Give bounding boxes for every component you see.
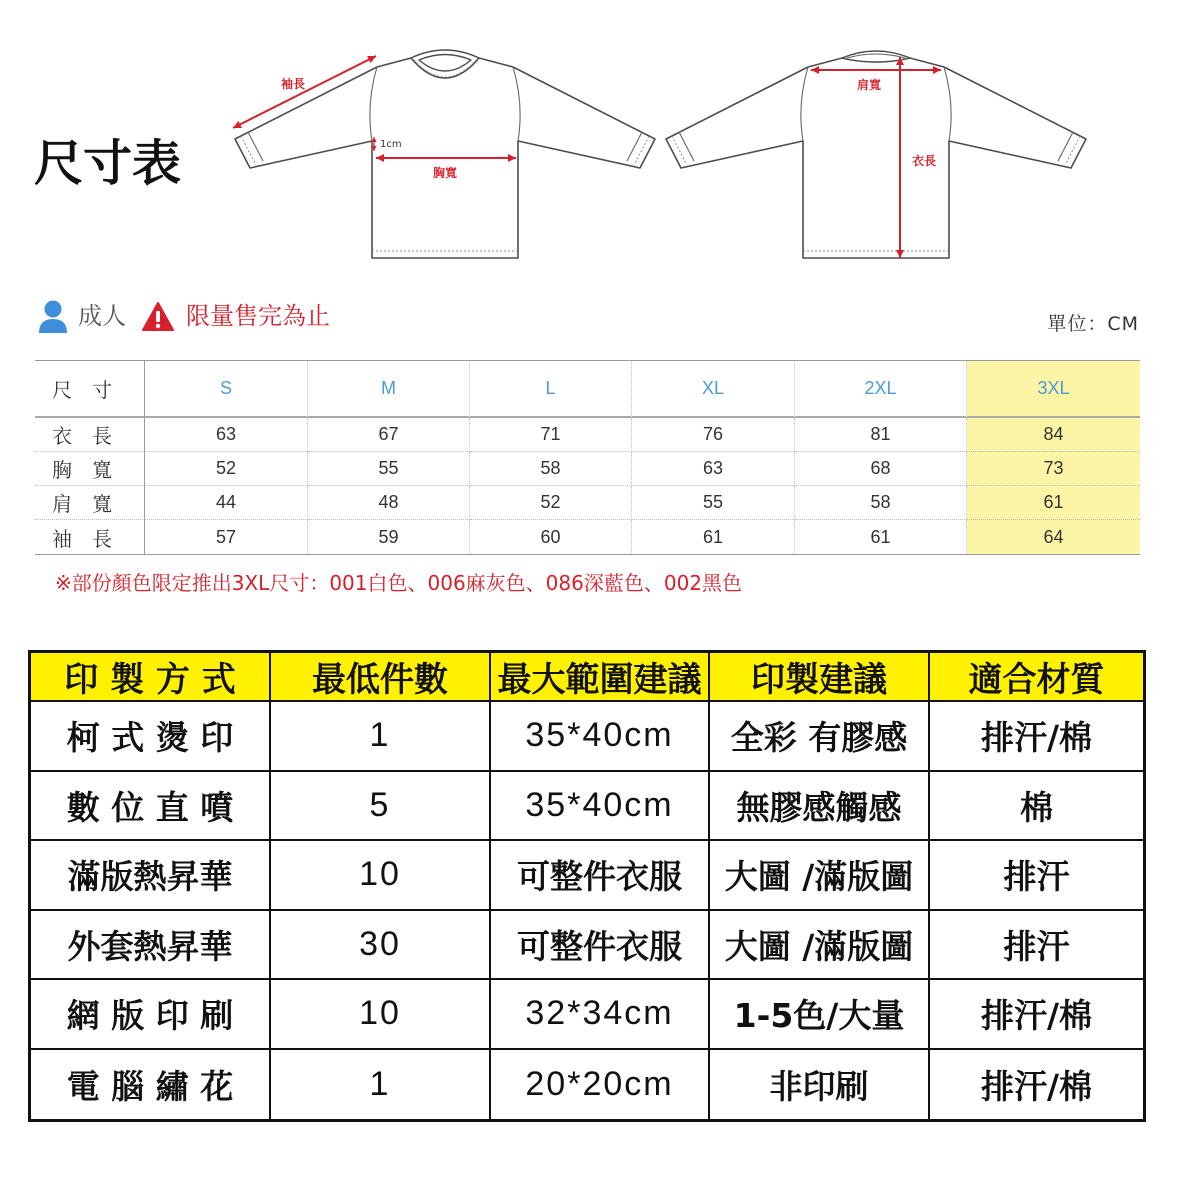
size-header-xl: XL bbox=[632, 361, 795, 418]
warning-icon bbox=[141, 301, 175, 332]
body-length-label: 衣長 bbox=[911, 154, 937, 168]
size-row-label-shoulder-width: 肩 寬 bbox=[35, 486, 145, 520]
print-cell-max-area: 35*40cm bbox=[491, 772, 710, 842]
shoulder-width-label: 肩寬 bbox=[856, 78, 882, 92]
size-cell: 61 bbox=[632, 520, 795, 554]
print-cell-method: 外套熱昇華 bbox=[31, 911, 271, 981]
print-cell-min-qty: 5 bbox=[271, 772, 491, 842]
print-cell-max-area: 可整件衣服 bbox=[491, 911, 710, 981]
size-header-3xl: 3XL bbox=[967, 361, 1140, 418]
limited-notice: 限量售完為止 bbox=[186, 302, 330, 330]
size-cell: 84 bbox=[967, 418, 1140, 452]
print-cell-material: 排汗/棉 bbox=[930, 702, 1143, 772]
size-cell: 61 bbox=[795, 520, 967, 554]
print-header-min-qty: 最低件數 bbox=[271, 653, 491, 702]
size-cell: 81 bbox=[795, 418, 967, 452]
size-cell: 52 bbox=[470, 486, 632, 520]
print-cell-method: 數 位 直 噴 bbox=[31, 772, 271, 842]
size-cell: 76 bbox=[632, 418, 795, 452]
size-cell: 52 bbox=[145, 452, 308, 486]
print-cell-min-qty: 10 bbox=[271, 841, 491, 911]
size-header-m: M bbox=[308, 361, 470, 418]
print-cell-material: 棉 bbox=[930, 772, 1143, 842]
size-cell: 58 bbox=[795, 486, 967, 520]
size-header-label: 尺 寸 bbox=[35, 361, 145, 418]
size-cell: 63 bbox=[145, 418, 308, 452]
print-cell-method: 電 腦 繡 花 bbox=[31, 1050, 271, 1120]
print-cell-suggestion: 大圖 /滿版圖 bbox=[710, 841, 930, 911]
print-cell-suggestion: 大圖 /滿版圖 bbox=[710, 911, 930, 981]
print-header-method: 印 製 方 式 bbox=[31, 653, 271, 702]
person-icon bbox=[38, 300, 68, 333]
print-header-max-area: 最大範圍建議 bbox=[491, 653, 710, 702]
size-cell: 58 bbox=[470, 452, 632, 486]
print-cell-max-area: 32*34cm bbox=[491, 980, 710, 1050]
print-cell-material: 排汗/棉 bbox=[930, 980, 1143, 1050]
print-cell-min-qty: 10 bbox=[271, 980, 491, 1050]
print-cell-suggestion: 全彩 有膠感 bbox=[710, 702, 930, 772]
print-cell-material: 排汗 bbox=[930, 911, 1143, 981]
size-header-2xl: 2XL bbox=[795, 361, 967, 418]
print-cell-min-qty: 1 bbox=[271, 1050, 491, 1120]
print-header-suggestion: 印製建議 bbox=[710, 653, 930, 702]
print-cell-method: 滿版熱昇華 bbox=[31, 841, 271, 911]
print-cell-min-qty: 30 bbox=[271, 911, 491, 981]
print-cell-material: 排汗/棉 bbox=[980, 1066, 1093, 1106]
print-cell-min-qty: 1 bbox=[271, 702, 491, 772]
size-cell: 63 bbox=[632, 452, 795, 486]
print-cell-max-area: 35*40cm bbox=[491, 702, 710, 772]
offset-label: 1cm bbox=[380, 139, 402, 150]
size-header-l: L bbox=[470, 361, 632, 418]
print-cell-suggestion: 無膠感觸感 bbox=[710, 772, 930, 842]
print-method-table bbox=[28, 650, 1146, 1122]
print-header-material: 適合材質 bbox=[930, 653, 1143, 702]
size-row-label-chest-width: 胸 寬 bbox=[35, 452, 145, 486]
size-cell: 55 bbox=[308, 452, 470, 486]
size-row-label-sleeve-length: 袖 長 bbox=[35, 520, 145, 554]
size-cell: 73 bbox=[967, 452, 1140, 486]
page-title: 尺寸表 bbox=[34, 135, 182, 192]
color-availability-note: ※部份顏色限定推出3XL尺寸：001白色、006麻灰色、086深藍色、002黑色 bbox=[55, 571, 743, 595]
size-cell: 64 bbox=[967, 520, 1140, 554]
size-header-s: S bbox=[145, 361, 308, 418]
size-cell: 61 bbox=[967, 486, 1140, 520]
print-cell-method: 柯 式 燙 印 bbox=[31, 702, 271, 772]
size-row-label-body-length: 衣 長 bbox=[35, 418, 145, 452]
size-cell: 55 bbox=[632, 486, 795, 520]
size-cell: 71 bbox=[470, 418, 632, 452]
size-cell: 44 bbox=[145, 486, 308, 520]
print-cell-max-area: 可整件衣服 bbox=[491, 841, 710, 911]
print-cell-max-area: 20*20cm bbox=[491, 1050, 710, 1120]
size-cell: 68 bbox=[795, 452, 967, 486]
size-cell: 48 bbox=[308, 486, 470, 520]
print-cell-material: 排汗 bbox=[930, 841, 1143, 911]
size-table bbox=[35, 360, 1140, 555]
audience-label: 成人 bbox=[78, 302, 126, 330]
print-cell-method: 網 版 印 刷 bbox=[31, 980, 271, 1050]
size-cell: 67 bbox=[308, 418, 470, 452]
chest-width-label: 胸寬 bbox=[432, 166, 458, 180]
sleeve-length-label: 袖長 bbox=[280, 77, 306, 91]
garment-diagrams bbox=[0, 0, 1181, 280]
unit-label: 單位：CM bbox=[1047, 313, 1139, 335]
print-cell-suggestion: 非印刷 bbox=[710, 1050, 930, 1120]
size-cell: 59 bbox=[308, 520, 470, 554]
print-cell-suggestion: 1-5色/大量 bbox=[710, 980, 930, 1050]
size-cell: 60 bbox=[470, 520, 632, 554]
size-cell: 57 bbox=[145, 520, 308, 554]
